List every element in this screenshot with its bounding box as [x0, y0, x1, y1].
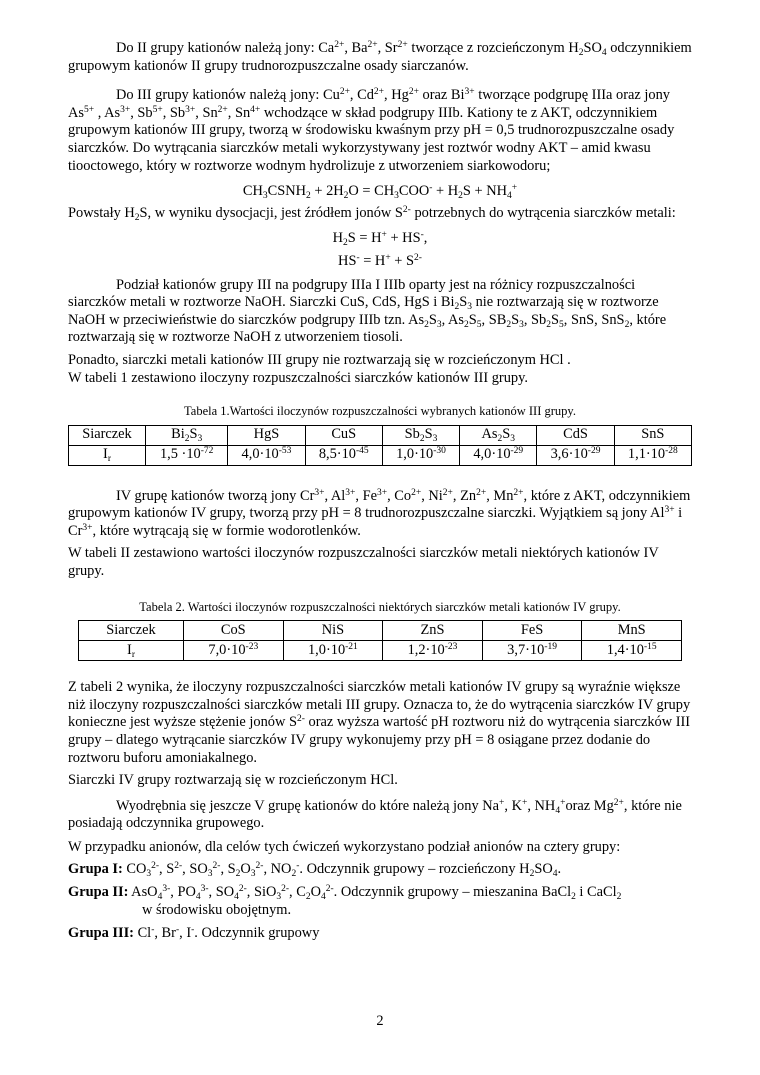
text: S + NH: [462, 183, 508, 200]
superscript: 2-: [174, 860, 183, 871]
table-cell: [79, 641, 184, 661]
text: 4,0·10: [473, 446, 511, 463]
text: 3,7·10: [507, 641, 545, 658]
superscript: -29: [510, 446, 524, 457]
superscript: -15: [643, 641, 657, 652]
text: + S: [390, 252, 415, 269]
text: , NO: [263, 860, 292, 877]
paragraph-hcl: Ponadto, siarczki metali kationów III grupy nie roztwarzają się w rozcieńczonym HCl .: [68, 351, 571, 368]
superscript: 2+: [411, 487, 422, 498]
text: + 2H: [310, 183, 344, 200]
subscript: 3: [519, 319, 524, 330]
table-row: [69, 445, 692, 465]
text: , C: [289, 884, 306, 901]
table2-caption: Tabela 2. Wartości iloczynów rozpuszczalności niektórych siarczków metali kationów IV grupy.: [139, 599, 621, 614]
text: As: [481, 426, 498, 443]
table-row: [69, 425, 692, 445]
subscript: 2: [419, 434, 425, 445]
superscript: -29: [587, 446, 601, 457]
anion-group-ii: [68, 884, 692, 919]
text: , Br: [154, 925, 176, 942]
text: = H: [359, 252, 386, 269]
superscript: 5+: [84, 104, 95, 115]
superscript: 3+: [82, 522, 93, 533]
superscript: 2+: [373, 87, 385, 98]
text: 4,0·10: [241, 446, 279, 463]
superscript: 2-: [238, 884, 247, 895]
text: tworzące z rozcieńczonym H: [407, 40, 579, 56]
subscript: 4: [507, 191, 512, 202]
table-cell: CuS: [305, 425, 382, 445]
superscript: -19: [544, 641, 557, 652]
table-cell: [482, 641, 582, 661]
text: , które nie posiadają odczynnika grupowego.: [68, 797, 682, 832]
superscript: 2+: [367, 40, 378, 50]
superscript: 2+: [613, 797, 624, 808]
superscript: 2-: [325, 884, 334, 895]
superscript: 2+: [476, 487, 487, 498]
text: , Sb: [130, 104, 153, 121]
table-row: [79, 641, 682, 661]
text: 1,0·10: [396, 446, 434, 463]
superscript: +: [499, 797, 505, 808]
superscript: -: [151, 925, 155, 936]
subscript: 3: [394, 191, 399, 202]
text: , Sb: [523, 311, 547, 328]
table-cell: [382, 445, 459, 465]
text: ,: [423, 230, 428, 247]
paragraph-group-iv: [68, 488, 692, 541]
subscript: 4: [157, 892, 163, 903]
table-cell: [460, 445, 537, 465]
text: CO: [122, 860, 147, 877]
text: 1,0·10: [307, 641, 346, 658]
text: potrzebnych do wytrącenia siarczków metali:: [410, 204, 676, 221]
paragraph-table2-intro: W tabeli II zestawiono wartości iloczynów rozpuszczalności siarczków metali niektórych kationów IV grupy.: [68, 545, 659, 580]
text: , Ba: [344, 40, 368, 56]
text: Z tabeli 2 wynika, że iloczyny rozpuszczalności siarczków metali kationów IV grupy są wyraźnie większe niż iloczyny rozpuszczalności siarczków metali III grupy. Oznacza to, że do wytrącenia siarczków IV grupy konieczne jest wyższe stężenie jonów S: [68, 679, 691, 731]
superscript: +: [385, 252, 391, 263]
text: wchodzące w skład podgrupy IIIb. Kationy te z AKT, odczynnikiem grupowym kationów III grupy, tworzą w środowisku kwaśnym przy pH = 0,5 trudnorozpuszczalne osady siarczków. Do wytrącania siarczków metali wykorzystywany jest roztwór wodny AKT – amid kwasu tiooctowego, który w roztworze wodnym hydrolizuje z utworzeniem siarkowodoru;: [68, 104, 675, 174]
paragraph-h2s: [68, 205, 692, 223]
subscript: 2: [506, 319, 512, 330]
superscript: -: [420, 230, 424, 241]
subscript: 2: [424, 319, 429, 330]
subscript: 2: [235, 868, 241, 879]
text: , Cd: [349, 87, 374, 104]
text: , SiO: [246, 884, 277, 901]
superscript: 3+: [345, 487, 356, 498]
text: AsO: [128, 884, 158, 901]
subscript: 2: [578, 48, 584, 58]
subscript: 3: [207, 868, 213, 879]
subscript: 2: [305, 892, 311, 903]
subscript: 2: [306, 191, 311, 202]
text: S, w wyniku dysocjacji, jest źródłem jonów S: [139, 204, 403, 221]
text: CSNH: [267, 183, 307, 200]
text: S: [189, 426, 198, 443]
superscript: -30: [433, 446, 446, 457]
text: , S: [220, 860, 236, 877]
superscript: 5+: [152, 104, 163, 115]
subscript: 2: [546, 319, 551, 330]
text: + HS: [386, 230, 421, 247]
text: O: [240, 860, 251, 877]
text: I: [103, 446, 108, 463]
text: oraz Bi: [418, 87, 465, 104]
subscript: 3: [432, 434, 438, 445]
text: , SO: [208, 884, 235, 901]
subscript: r: [107, 454, 111, 465]
text: , As: [94, 104, 121, 121]
anion-group-i: [68, 861, 692, 879]
text: . Odczynnik grupowy – mieszanina BaCl: [333, 884, 572, 901]
subscript: 2: [291, 868, 297, 879]
text: Cl: [133, 925, 152, 942]
text: SO: [534, 860, 553, 877]
table-cell: [228, 445, 305, 465]
subscript: 3: [467, 302, 472, 313]
text: , Sn: [195, 104, 218, 121]
table-cell: [146, 425, 228, 445]
table-cell: CdS: [537, 425, 614, 445]
subscript: 2: [343, 238, 348, 249]
text: , As: [441, 311, 464, 328]
table-cell: ZnS: [383, 621, 483, 641]
text: S: [459, 294, 468, 311]
superscript: 3-: [200, 884, 209, 895]
superscript: 3+: [185, 104, 196, 115]
table-cell: SnS: [614, 425, 691, 445]
text: I: [127, 641, 132, 658]
superscript: 3-: [162, 884, 171, 895]
text: 7,0·10: [208, 641, 246, 658]
text: , Zn: [452, 487, 477, 504]
text: , które roztwarzają się w roztworze NaOH z utworzeniem tiosoli.: [68, 311, 667, 346]
superscript: 2+: [397, 40, 408, 50]
text: w środowisku obojętnym.: [142, 901, 292, 918]
table-cell: [460, 425, 537, 445]
text: Podział kationów grupy III na podgrupy IIIa I IIIb oparty jest na różnicy rozpuszczalności siarczków metali w roztworze NaOH. Siarczki CuS, CdS, HgS i Bi: [68, 276, 636, 311]
text: . Odczynnik grupowy: [194, 925, 320, 942]
subscript: 2: [134, 212, 140, 223]
text: S: [468, 311, 477, 328]
text: 1,2·10: [407, 641, 445, 658]
text: .: [557, 860, 562, 877]
subscript: 2: [454, 302, 460, 313]
paragraph-subgroups: [68, 277, 692, 347]
superscript: +: [511, 183, 518, 194]
text: , I: [179, 925, 192, 942]
superscript: 2+: [217, 104, 228, 115]
superscript: 2+: [442, 487, 453, 498]
table-cell: [383, 641, 483, 661]
table-cell: Siarczek: [69, 425, 146, 445]
subscript: 3: [146, 868, 152, 879]
table-solubility-group-iv: [78, 620, 682, 661]
paragraph-group-iv-hcl: Siarczki IV grupy roztwarzają się w rozcieńczonym HCl.: [68, 772, 398, 789]
table-cell: HgS: [228, 425, 305, 445]
superscript: -21: [345, 641, 358, 652]
text: S: [424, 426, 433, 443]
superscript: 2-: [212, 860, 221, 871]
subscript: 4: [321, 892, 326, 903]
paragraph-anions-intro: W przypadku anionów, dla celów tych ćwiczeń wykorzystano podział anionów na cztery grupy:: [68, 839, 621, 855]
subscript: 3: [197, 434, 203, 445]
subscript: 4: [234, 892, 239, 903]
text: odczynnikiem grupowym kationów II grupy trudnorozpuszczalne osady siarczanów.: [68, 40, 692, 74]
superscript: 4+: [250, 104, 261, 115]
superscript: -: [296, 860, 300, 871]
table-cell: NiS: [283, 621, 383, 641]
text: 3,6·10: [550, 446, 588, 463]
superscript: 2-: [414, 252, 422, 263]
table-cell: [614, 445, 691, 465]
subscript: 3: [262, 191, 268, 202]
table-cell: [537, 445, 614, 465]
text: Sb: [404, 426, 420, 443]
text: 1,5 ·10: [159, 446, 201, 463]
table-cell: [382, 425, 459, 445]
superscript: 3+: [664, 505, 675, 516]
text: , Sr: [377, 40, 398, 56]
table-cell: [283, 641, 383, 661]
superscript: 3+: [120, 104, 131, 115]
subscript: 2: [571, 892, 576, 903]
text: oraz Mg: [565, 797, 614, 814]
text: H: [332, 230, 344, 247]
text: , Ni: [421, 487, 443, 504]
text: , Hg: [384, 87, 409, 104]
text: , NH: [527, 797, 556, 814]
text: , Fe: [355, 487, 377, 504]
text: i CaCl: [575, 884, 617, 901]
subscript: 2: [184, 434, 190, 445]
paragraph-table1-intro: W tabeli 1 zestawiono iloczyny rozpuszczalności siarczków kationów III grupy.: [68, 369, 528, 386]
text: , SO: [182, 860, 208, 877]
superscript: 2+: [334, 40, 345, 50]
table-cell: FeS: [482, 621, 582, 641]
superscript: 2-: [255, 860, 264, 871]
superscript: -23: [444, 641, 458, 652]
text: CH: [242, 183, 263, 200]
text: S: [428, 311, 437, 328]
superscript: -: [175, 925, 180, 936]
text: , PO: [170, 884, 196, 901]
superscript: 3+: [376, 487, 388, 498]
superscript: -72: [200, 446, 214, 457]
subscript: 3: [250, 868, 256, 879]
text: Wyodrębnia się jeszcze V grupę kationów do które należą jony Na: [116, 797, 500, 814]
text: , Al: [324, 487, 346, 504]
superscript: 3+: [314, 487, 325, 498]
text: , które z AKT, odczynnikiem grupowym kationów IV grupy, tworzą przy pH = 8 trudnorozpuszczalne siarczki. Wyjątkiem są jony Al: [68, 487, 691, 522]
group-label: Grupa I:: [68, 860, 123, 877]
text: O = CH: [348, 183, 395, 200]
subscript: 2: [624, 319, 630, 330]
superscript: 2-: [151, 860, 160, 871]
text: S: [502, 426, 511, 443]
text: , Co: [387, 487, 412, 504]
text: oraz wyższa wartość pH roztworu niż do wytrącenia siarczków III grupy – dlatego wytrącanie siarczków IV grupy wykonujemy przy pH = 8 osiągane przez dodanie do roztworu buforu amoniakalnego.: [68, 714, 691, 766]
text: 8,5·10: [318, 446, 356, 463]
superscript: 3+: [464, 87, 475, 98]
subscript: 3: [276, 892, 282, 903]
table-solubility-group-iii: [68, 425, 692, 466]
subscript: 2: [464, 319, 469, 330]
page-number: 2: [376, 1013, 384, 1029]
superscript: -: [356, 252, 360, 263]
text: , Mn: [486, 487, 514, 504]
superscript: 2-: [296, 714, 305, 725]
superscript: 2+: [513, 487, 524, 498]
subscript: 2: [616, 892, 622, 903]
text: IV grupę kationów tworzą jony Cr: [116, 487, 315, 504]
subscript: 5: [559, 319, 564, 330]
text: Do II grupy kationów należą jony: Ca: [116, 40, 335, 56]
subscript: 3: [510, 434, 516, 445]
text: tworzące podgrupę IIIa oraz jony As: [68, 87, 670, 121]
table-row: [79, 621, 682, 641]
superscript: -28: [665, 446, 678, 457]
text: Bi: [171, 426, 185, 443]
table-cell: Siarczek: [79, 621, 184, 641]
text: 1,1·10: [627, 446, 666, 463]
text: Powstały H: [68, 204, 135, 221]
paragraph-group-iii: [68, 87, 692, 175]
superscript: 2+: [339, 87, 350, 98]
subscript: 2: [458, 191, 463, 202]
text: SO: [583, 40, 602, 56]
subscript: 2: [343, 191, 349, 202]
superscript: +: [521, 797, 528, 808]
group-label: Grupa III:: [68, 925, 134, 942]
table-cell: CoS: [184, 621, 284, 641]
text: 1,4·10: [606, 641, 644, 658]
subscript: 2: [497, 434, 503, 445]
superscript: -53: [278, 446, 292, 457]
text: S: [511, 311, 520, 328]
text: . Odczynnik grupowy – rozcieńczony H: [299, 860, 530, 877]
text: , K: [504, 797, 522, 814]
superscript: -: [191, 925, 195, 936]
table-cell: [305, 445, 382, 465]
paragraph-group-v: [68, 798, 692, 833]
paragraph-group-ii: [68, 40, 692, 75]
superscript: +: [560, 797, 566, 808]
text: Do III grupy kationów należą jony: Cu: [116, 87, 340, 104]
equation-h2s-dissociation-1: [68, 230, 692, 248]
document-page: [68, 40, 692, 943]
subscript: 4: [552, 868, 558, 879]
subscript: 5: [476, 319, 482, 330]
subscript: 2: [529, 868, 535, 879]
text: , Sb: [162, 104, 186, 121]
text: , Sn: [227, 104, 251, 121]
paragraph-table2-analysis: [68, 679, 692, 767]
table-cell: [69, 445, 146, 465]
text: , SB: [481, 311, 507, 328]
text: , S: [159, 860, 175, 877]
text: , które wytrącają się w formie wodorotlenków.: [92, 522, 361, 539]
text: O: [310, 884, 321, 901]
text: HS: [338, 252, 357, 269]
text: nie roztwarzają się w roztworze NaOH w przeciwieństwie do siarczków podgrupy IIIb tzn. As: [68, 294, 659, 328]
superscript: -: [429, 183, 433, 194]
subscript: r: [131, 649, 135, 660]
table-cell: [184, 641, 284, 661]
equation-h2s-dissociation-2: [68, 253, 692, 271]
subscript: 3: [436, 319, 442, 330]
text: COO: [398, 183, 430, 200]
superscript: +: [381, 230, 387, 241]
subscript: 4: [195, 892, 201, 903]
table-cell: [146, 445, 228, 465]
text: , SnS, SnS: [563, 311, 625, 328]
superscript: -23: [245, 641, 259, 652]
anion-group-iii: [68, 925, 692, 943]
superscript: 2-: [402, 204, 411, 215]
superscript: -45: [355, 446, 369, 457]
text: + H: [432, 183, 459, 200]
table-cell: MnS: [582, 621, 682, 641]
subscript: 4: [601, 48, 607, 58]
subscript: 4: [555, 805, 561, 816]
text: i Cr: [68, 505, 683, 539]
superscript: 2-: [281, 884, 290, 895]
superscript: 2+: [408, 87, 419, 98]
text: S = H: [347, 230, 382, 247]
group-label: Grupa II:: [68, 884, 129, 901]
table-cell: [582, 641, 682, 661]
equation-akt-hydrolysis: [68, 183, 692, 201]
table1-caption: Tabela 1.Wartości iloczynów rozpuszczalności wybranych kationów III grupy.: [184, 404, 576, 419]
text: S: [551, 311, 560, 328]
